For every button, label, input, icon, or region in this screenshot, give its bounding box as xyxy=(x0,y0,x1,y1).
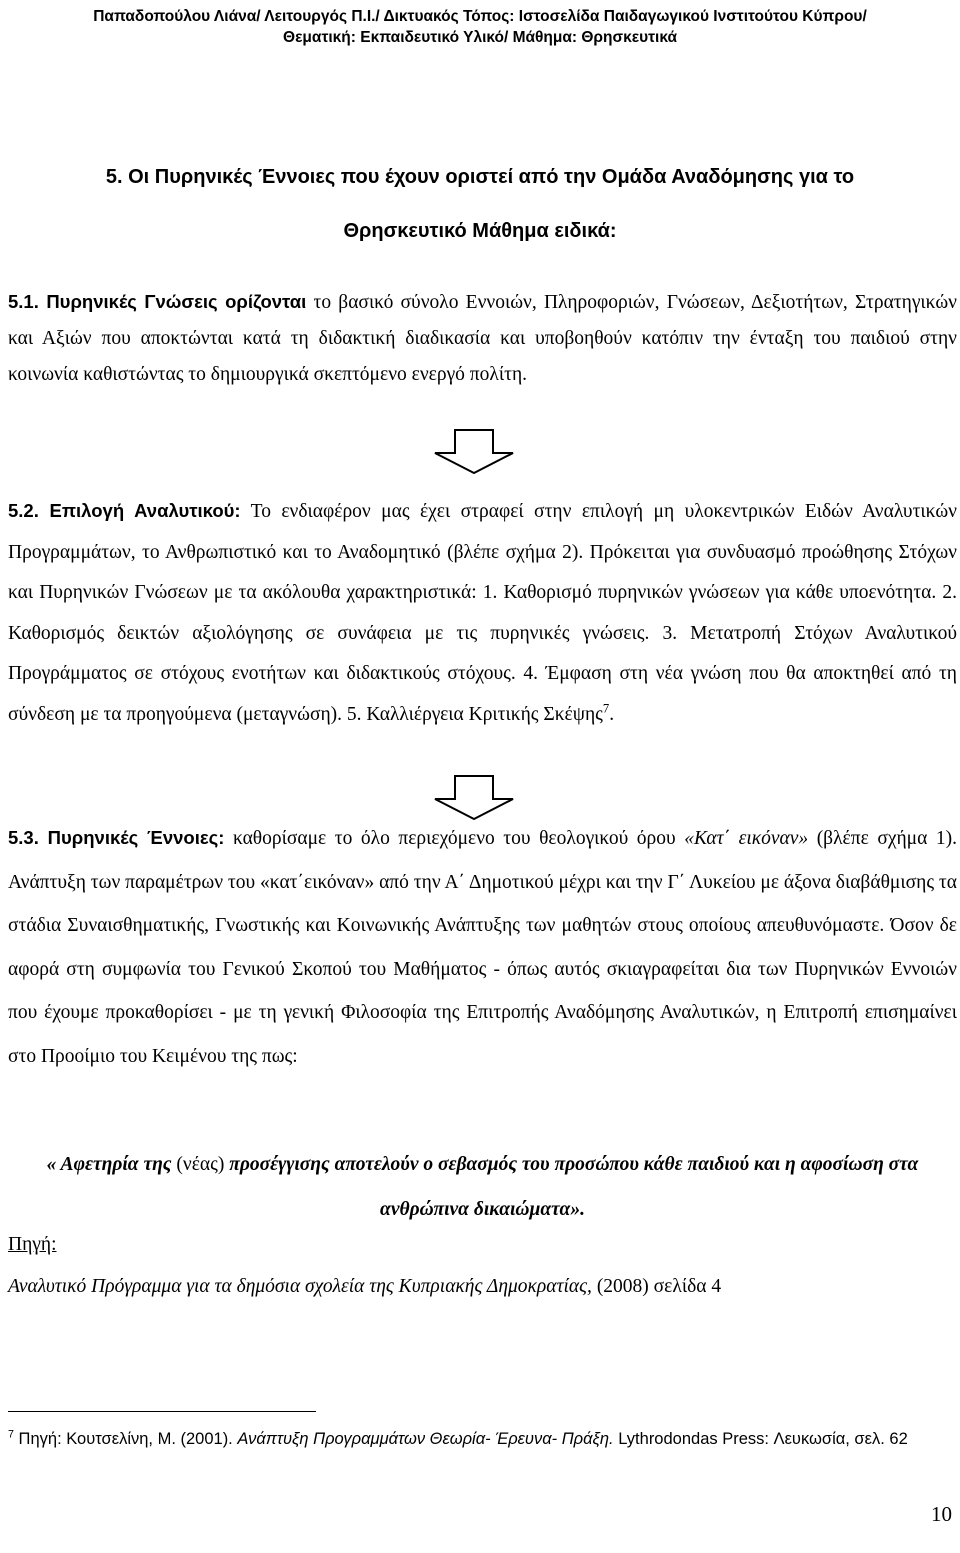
section-title-line-1: 5. Οι Πυρηνικές Έννοιες που έχουν οριστεί από την Ομάδα Αναδόμησης για το xyxy=(105,166,855,188)
quotation-part-3: προσέγγισης αποτελούν ο σεβασμός του προσώπου κάθε παιδιού και η αφοσίωση στα ανθρώπινα δικαιώματα». xyxy=(229,1154,919,1220)
footnote-text-2: Lythrodondas Press: Λευκωσία, σελ. 62 xyxy=(613,1430,908,1448)
source-citation xyxy=(8,1272,957,1302)
paragraph-5-1-label: 5.1. Πυρηνικές Γνώσεις ορίζονται xyxy=(8,291,307,312)
source-details: (2008) σελίδα 4 xyxy=(591,1276,722,1297)
paragraph-5-3-label: 5.3. Πυρηνικές Έννοιες: xyxy=(8,827,225,848)
section-title-line-2: Θρησκευτικό Μάθημα ειδικά: xyxy=(343,220,617,242)
footnote-divider xyxy=(8,1411,316,1412)
paragraph-5-1-text: το βασικό σύνολο Εννοιών, Πληροφοριών, Γνώσεων, Δεξιοτήτων, Στρατηγικών και Αξιών που αποκτώνται κατά τη διδακτική διαδικασία και υποβοηθούν κατόπιν την ένταξη του παιδιού στην κοινωνία καθιστώντας το δημιουργικά σκεπτόμενο ενεργό πολίτη. xyxy=(8,292,957,385)
down-arrow-icon xyxy=(433,775,515,821)
footnote xyxy=(8,1426,957,1453)
paragraph-5-2-end: . xyxy=(609,703,615,725)
paragraph-5-2-text: Το ενδιαφέρον μας έχει στραφεί στην επιλογή μη υλοκεντρικών Ειδών Αναλυτικών Προγραμμάτων, το Ανθρωπιστικό και το Αναδομητικό (βλέπε σχήμα 2). Πρόκειται για συνδυασμό προώθησης Στόχων και Πυρηνικών Γνώσεων με τα ακόλουθα χαρακτηριστικά: 1. Καθορισμό πυρηνικών γνώσεων για κάθε υποενότητα. 2. Καθορισμός δεικτών αξιολόγησης σε συνάφεια με τις πυρηνικές γνώσεις. 3. Μετατροπή Στόχων Αναλυτικού Προγράμματος σε στόχους ενοτήτων και διδακτικούς στόχους. 4. Έμφαση στη νέα γνώση που θα αποκτηθεί από τη σύνδεση με τα προηγούμενα (μεταγνώση). 5. Καλλιέργεια Κριτικής Σκέψης xyxy=(8,501,957,725)
paragraph-5-2 xyxy=(8,491,957,735)
page-number: 10 xyxy=(931,1502,952,1526)
paragraph-5-3-text-1: καθορίσαμε το όλο περιεχόμενο του θεολογικού όρου xyxy=(224,828,685,849)
source-title: Αναλυτικό Πρόγραμμα για τα δημόσια σχολεία της Κυπριακής Δημοκρατίας, xyxy=(8,1276,592,1297)
source-label: Πηγή: xyxy=(8,1234,57,1255)
page-header xyxy=(0,6,960,48)
header-line-2: Θεματική: Εκπαιδευτικό Υλικό/ Μάθημα: Θρησκευτικά xyxy=(283,29,677,46)
header-line-1: Παπαδοπούλου Λιάνα/ Λειτουργός Π.Ι./ Δικτυακός Τόπος: Ιστοσελίδα Παιδαγωγικού Ινστιτούτου Κύπρου/ xyxy=(93,8,867,25)
paragraph-5-1 xyxy=(8,284,957,393)
footnote-text-1: Πηγή: Κουτσελίνη, Μ. (2001). xyxy=(13,1430,238,1448)
paragraph-5-3-text-2: (βλέπε σχήμα 1). Ανάπτυξη των παραμέτρων του «κατ΄εικόναν» από την Α΄ Δημοτικού μέχρι και την Γ΄ Λυκείου με άξονα διαβάθμισης τα στάδια Συναισθηματικής, Γνωστικής και Κοινωνικής Ανάπτυξης των μαθητών στους οποίους απευθυνόμαστε. Όσον δε αφορά στη συμφωνία του Γενικού Σκοπού του Μαθήματος - όπως αυτός σκιαγραφείται δια των Πυρηνικών Εννοιών που έχουμε προκαθορίσει - με τη γενική Φιλοσοφία της Επιτροπής Αναδόμησης Αναλυτικών, η Επιτροπή επισημαίνει στο Προοίμιο του Κειμένου της πως: xyxy=(8,828,958,1067)
quotation-part-1: « Αφετηρία της xyxy=(46,1154,172,1175)
down-arrow-icon xyxy=(433,429,515,475)
footnote-number: 7 xyxy=(8,1428,14,1441)
footnote-reference[interactable]: 7 xyxy=(602,701,610,715)
section-title xyxy=(0,150,960,258)
paragraph-5-3 xyxy=(8,816,957,1079)
paragraph-5-2-label: 5.2. Επιλογή Αναλυτικού: xyxy=(8,500,241,521)
paragraph-5-3-italic-term: «Κατ΄ εικόναν» xyxy=(684,828,809,849)
quotation-part-2: (νέας) xyxy=(171,1154,230,1175)
quotation xyxy=(8,1142,957,1232)
footnote-title: Ανάπτυξη Προγραμμάτων Θεωρία- Έρευνα- Πράξη. xyxy=(237,1430,614,1448)
